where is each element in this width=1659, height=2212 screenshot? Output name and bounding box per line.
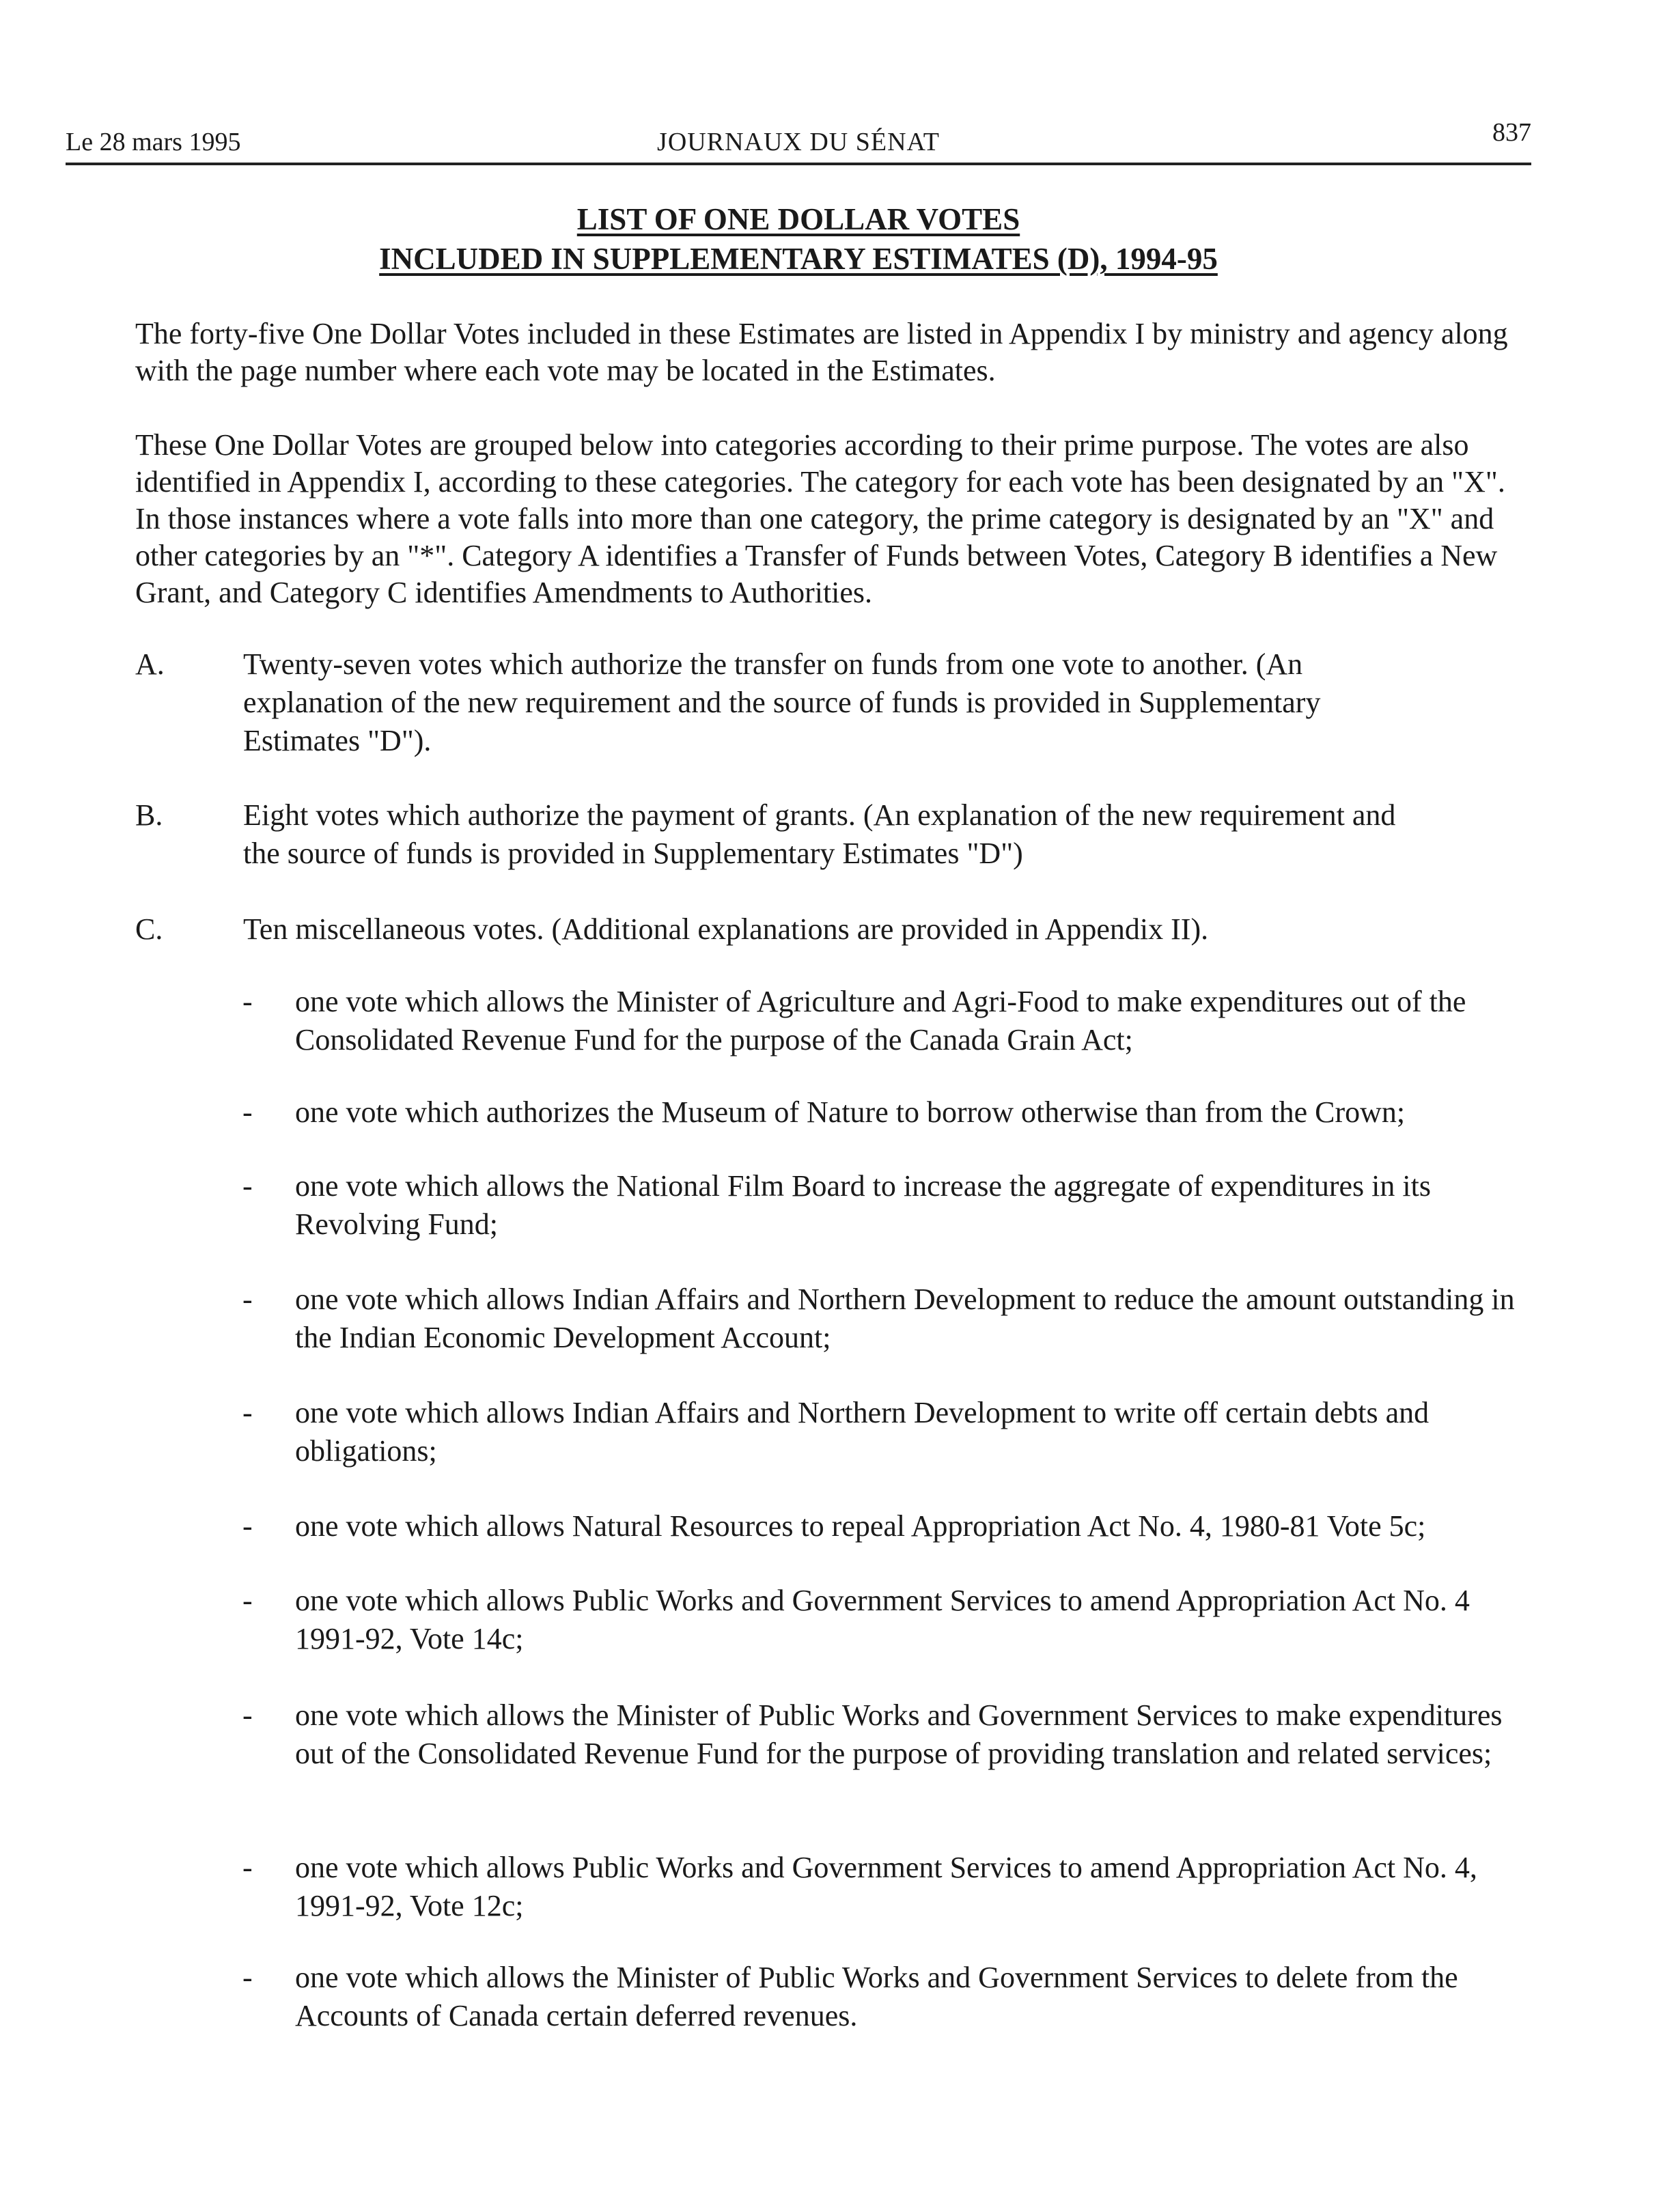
page-number: 837	[1492, 118, 1531, 147]
bullet-dash: -	[242, 1283, 253, 1316]
list-item-text: one vote which allows the Minister of Public Works and Government Services to delete from the Accounts of Canada certain deferred revenues.	[295, 1961, 1458, 2032]
list-item-text: one vote which allows the Minister of Public Works and Government Services to make expenditures out of the Consolidated Revenue Fund for the purpose of providing translation and related services;	[295, 1698, 1503, 1770]
document-title	[66, 199, 1531, 279]
bullet-dash: -	[242, 1169, 253, 1203]
header-date: Le 28 mars 1995	[66, 128, 241, 156]
bullet-dash: -	[242, 1698, 253, 1732]
bullet-dash: -	[242, 1851, 253, 1884]
list-item-text: one vote which allows Public Works and Government Services to amend Appropriation Act No. 4 1991-92, Vote 14c;	[295, 1584, 1470, 1655]
category-a-letter: A.	[135, 647, 165, 681]
list-item-text: one vote which authorizes the Museum of Nature to borrow otherwise than from the Crown;	[295, 1095, 1406, 1129]
title-line-1: LIST OF ONE DOLLAR VOTES	[576, 202, 1020, 236]
category-a-text: Twenty-seven votes which authorize the transfer on funds from one vote to another. (An explanation of the new requirement and the source of funds is provided in Supplementary Estimates "D").	[243, 647, 1321, 757]
bullet-dash: -	[242, 985, 253, 1018]
category-c-letter: C.	[135, 912, 163, 946]
list-item-text: one vote which allows Indian Affairs and Northern Development to reduce the amount outstanding in the Indian Economic Development Account;	[295, 1283, 1515, 1354]
intro-paragraph: The forty-five One Dollar Votes included in these Estimates are listed in Appendix I by ministry and agency along with the page number where each vote may be located in the Estimates.	[135, 317, 1508, 387]
bullet-dash: -	[242, 1584, 253, 1617]
list-item-text: one vote which allows Public Works and Government Services to amend Appropriation Act No. 4, 1991-92, Vote 12c;	[295, 1851, 1477, 1922]
list-item-text: one vote which allows the Minister of Agriculture and Agri-Food to make expenditures out of the Consolidated Revenue Fund for the purpose of the Canada Grain Act;	[295, 985, 1466, 1056]
category-c-text: Ten miscellaneous votes. (Additional explanations are provided in Appendix II).	[243, 912, 1209, 946]
list-item-text: one vote which allows the National Film Board to increase the aggregate of expenditures in its Revolving Fund;	[295, 1169, 1431, 1241]
category-b-text: Eight votes which authorize the payment of grants. (An explanation of the new requirement and the source of funds is provided in Supplementary Estimates "D")	[243, 798, 1396, 870]
categories-paragraph: These One Dollar Votes are grouped below into categories according to their prime purpose. The votes are also identified in Appendix I, according to these categories. The category for each vote has been designated by an "X". In those instances where a vote falls into more than one category, the prime category is designated by an "X" and other categories by an "*". Category A identifies a Transfer of Funds between Votes, Category B identifies a New Grant, and Category C identifies Amendments to Authorities.	[135, 428, 1505, 609]
category-b-letter: B.	[135, 798, 163, 832]
title-line-2: INCLUDED IN SUPPLEMENTARY ESTIMATES (D), 1994-95	[379, 242, 1218, 276]
bullet-dash: -	[242, 1396, 253, 1429]
list-item-text: one vote which allows Natural Resources to repeal Appropriation Act No. 4, 1980-81 Vote 5c;	[295, 1509, 1426, 1543]
bullet-dash: -	[242, 1961, 253, 1994]
bullet-dash: -	[242, 1095, 253, 1129]
list-item-text: one vote which allows Indian Affairs and Northern Development to write off certain debts and obligations;	[295, 1396, 1430, 1468]
header-journal-title: JOURNAUX DU SÉNAT	[657, 128, 940, 156]
page-header	[66, 115, 1531, 165]
bullet-dash: -	[242, 1509, 253, 1543]
